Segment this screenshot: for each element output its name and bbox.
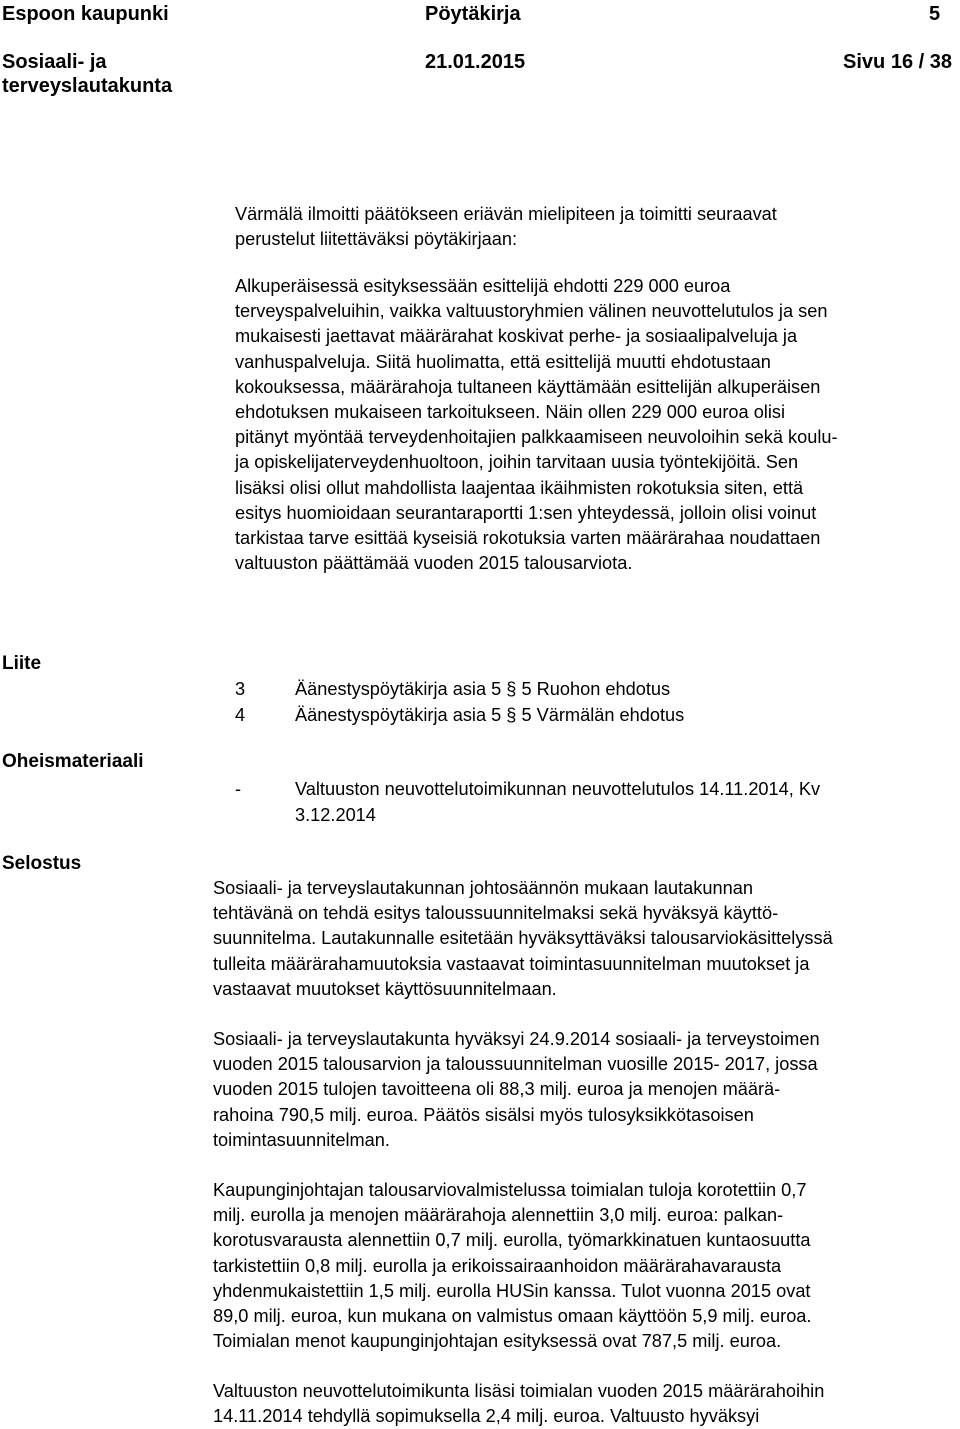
- text-line: Sosiaali- ja terveyslautakunnan johtosäännön mukaan lautakunnan: [213, 878, 753, 898]
- attachment-text: Äänestyspöytäkirja asia 5 § 5 Värmälän ehdotus: [295, 705, 685, 725]
- text-line: lisäksi olisi ollut mahdollista laajentaa ikäihmisten rokotuksia siten, että: [235, 477, 804, 498]
- text-line: 14.11.2014 tehdyllä sopimuksella 2,4 milj. euroa. Valtuusto hyväksyi: [213, 1406, 760, 1427]
- header-page: Sivu 16 / 38: [843, 51, 952, 73]
- text-line: vuoden 2015 tulojen tavoitteena oli 88,3 milj. euroa ja menojen määrä-: [213, 1079, 781, 1100]
- text-line: yhdenmukaistettiin 1,5 milj. eurolla HUSin kanssa. Tulot vuonna 2015 ovat: [213, 1280, 811, 1301]
- section-label-selostus: Selostus: [2, 853, 82, 874]
- section-label-liite: Liite: [2, 653, 42, 674]
- intro-paragraph-2: [235, 274, 838, 576]
- text-line: milj. eurolla ja menojen määrärahoja alennettiin 3,0 milj. euroa: palkan-: [213, 1205, 784, 1226]
- text-line: tarkistaa tarve esittää kyseisiä rokotuksia varten määrärahaa noudattaen: [235, 527, 821, 548]
- text-line: perustelut liitettäväksi pöytäkirjaan:: [235, 229, 518, 250]
- text-line: Valtuuston neuvottelutoimikunta lisäsi toimialan vuoden 2015 määrärahoihin: [213, 1381, 825, 1401]
- text-line: toimintasuunnitelman.: [213, 1129, 390, 1150]
- attachment-number: 4: [235, 705, 246, 725]
- text-line: valtuuston päättämää vuoden 2015 talousarviota.: [235, 553, 633, 574]
- text-line: Värmälä ilmoitti päätökseen eriävän mielipiteen ja toimitti seuraavat: [235, 204, 777, 224]
- text-line: tehtävänä on tehdä esitys taloussuunnitelmaksi sekä hyväksyä käyttö-: [213, 903, 779, 924]
- text-line: esitys huomioidaan seurantaraportti 1:sen yhteydessä, jolloin olisi voinut: [235, 502, 817, 523]
- text-line: vanhuspalveluja. Siitä huolimatta, että esittelijä muutti ehdotustaan: [235, 351, 771, 372]
- text-line: pitänyt myöntää terveydenhoitajien palkkaamiseen neuvoloihin sekä koulu-: [235, 427, 838, 448]
- intro-paragraph-1: [235, 202, 777, 252]
- selostus-paragraph-1: [213, 876, 833, 1002]
- text-line: vastaavat muutokset käyttösuunnitelmaan.: [213, 978, 557, 999]
- text-line: korotusvarausta alennettiin 0,7 milj. eurolla, työmarkkinatuen kuntaosuutta: [213, 1230, 811, 1251]
- selostus-paragraph-3: [213, 1178, 811, 1354]
- text-line: ja opiskelijaterveydenhuoltoon, joihin tarvitaan uusia työntekijöitä. Sen: [235, 452, 799, 473]
- header-body-line1: Sosiaali- ja: [2, 51, 107, 73]
- text-line: kokouksessa, määrärahoja tultaneen käyttämään esittelijän alkuperäisen: [235, 376, 821, 397]
- header-date: 21.01.2015: [425, 51, 526, 73]
- text-line: vuoden 2015 talousarvion ja taloussuunnitelman vuosille 2015- 2017, jossa: [213, 1054, 818, 1075]
- text-line: mukaisesti jaettavat määrärahat koskivat perhe- ja sosiaalipalveluja ja: [235, 326, 798, 347]
- attachment-text: Äänestyspöytäkirja asia 5 § 5 Ruohon ehdotus: [295, 679, 671, 699]
- attachment-number: 3: [235, 679, 246, 699]
- selostus-paragraph-2: [213, 1027, 820, 1153]
- text-line: suunnitelma. Lautakunnalle esitetään hyväksyttäväksi talousarviokäsittelyssä: [213, 928, 833, 949]
- header-doc-type: Pöytäkirja: [425, 3, 521, 25]
- header-item-number: 5: [929, 3, 941, 25]
- material-text-line: 3.12.2014: [295, 805, 376, 825]
- text-line: tarkistettiin 0,8 milj. eurolla ja erikoissairaanhoidon määrärahavarausta: [213, 1255, 782, 1276]
- header-org: Espoon kaupunki: [2, 3, 169, 25]
- text-line: Alkuperäisessä esityksessään esittelijä ehdotti 229 000 euroa: [235, 276, 731, 296]
- text-line: tulleita määrärahamuutoksia vastaavat toimintasuunnitelman muutokset ja: [213, 953, 810, 974]
- text-line: Toimialan menot kaupunginjohtajan esityksessä ovat 787,5 milj. euroa.: [213, 1331, 782, 1352]
- material-text-line: Valtuuston neuvottelutoimikunnan neuvottelutulos 14.11.2014, Kv: [295, 779, 821, 799]
- text-line: terveyspalveluihin, vaikka valtuustoryhmien välinen neuvottelutulos ja sen: [235, 301, 828, 322]
- text-line: 89,0 milj. euroa, kun mukana on valmistus omaan käyttöön 5,9 milj. euroa.: [213, 1305, 812, 1326]
- text-line: ehdotuksen mukaiseen tarkoitukseen. Näin ollen 229 000 euroa olisi: [235, 401, 786, 422]
- section-label-oheismateriaali: Oheismateriaali: [2, 751, 144, 772]
- text-line: rahoina 790,5 milj. euroa. Päätös sisälsi myös tulosyksikkötasoisen: [213, 1104, 754, 1125]
- material-bullet: -: [235, 779, 242, 799]
- selostus-paragraph-4: [213, 1379, 824, 1429]
- text-line: Kaupunginjohtajan talousarviovalmistelussa toimialan tuloja korotettiin 0,7: [213, 1180, 807, 1200]
- text-line: Sosiaali- ja terveyslautakunta hyväksyi 24.9.2014 sosiaali- ja terveystoimen: [213, 1029, 820, 1049]
- header-body-line2: terveyslautakunta: [2, 75, 173, 97]
